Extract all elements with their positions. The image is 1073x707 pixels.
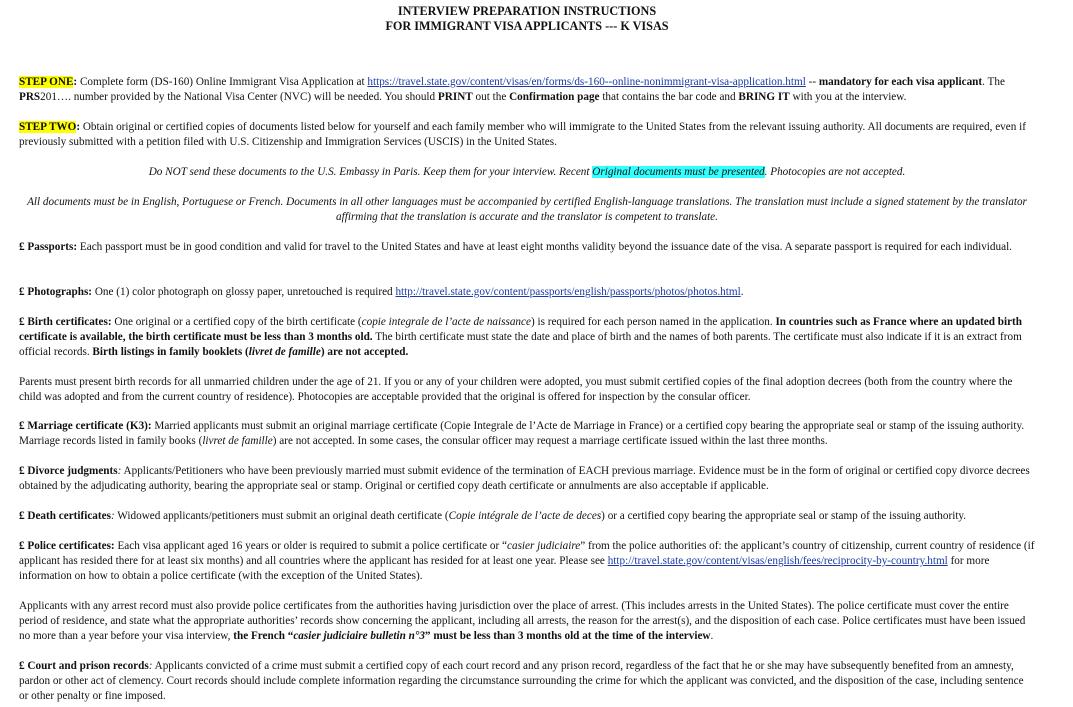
death-colon: :: [110, 510, 115, 522]
police-text-3: for more information on how to obtain a police certificate (with the exception of the United States).: [19, 555, 990, 582]
death-italic: Copie intégrale de l’acte de deces: [448, 510, 602, 522]
step-one-prs: PRS: [19, 91, 41, 103]
court-label: £ Court and prison records: [19, 660, 149, 672]
birth-text-3: The birth certificate must state the date and place of birth and the names of both parents. The certificate must also indicate if it is an extract from official records.: [19, 331, 1022, 358]
marriage-text-1: Married applicants must submit an original marriage certificate (Copie Integrale de l’Acte de Marriage in France) or a certified copy bearing the appropriate seal or stamp of the issuing authority. Marriage records listed in family books (: [19, 420, 1025, 447]
document-title: [19, 4, 1035, 34]
death-paragraph: [19, 509, 1035, 524]
divorce-label: £ Divorce judgments: [19, 465, 118, 477]
step-two-label: STEP TWO: [19, 121, 77, 133]
step-one-print: PRINT: [437, 91, 473, 103]
death-label: £ Death certificates: [19, 510, 111, 522]
step-two-paragraph: [19, 120, 1035, 150]
step-two-colon: :: [76, 121, 81, 133]
step-one-text-4: 201…. number provided by the National Visa Center (NVC) will be needed. You should: [40, 91, 438, 103]
marriage-paragraph: [19, 419, 1035, 449]
police-italic: casier judiciaire: [507, 540, 581, 552]
photographs-label: £ Photographs:: [19, 286, 93, 298]
step-one-mandatory: mandatory for each visa applicant: [818, 76, 983, 88]
marriage-italic: livret de famille: [202, 435, 273, 447]
notice-1-highlight: Original documents must be presented: [592, 166, 765, 178]
death-text-1: Widowed applicants/petitioners must submit an original death certificate (: [114, 510, 449, 522]
step-one-paragraph: [19, 75, 1035, 105]
parents-paragraph: Parents must present birth records for all unmarried children under the age of 21. If you or any of your children were adopted, you must submit certified copies of the final adoption decrees (both from the country where the child was adopted and from the current country of residence). Photocopies are acceptable provided that the original is offered for inspection by the consular officer.: [19, 376, 1013, 403]
divorce-paragraph: [19, 464, 1035, 494]
passports-label: £ Passports:: [19, 241, 78, 253]
notice-languages: All documents must be in English, Portuguese or French. Documents in all other languages must be accompanied by certified English-language translations. The translation must include a signed statement by the translator affirming that the translation is accurate and the translator is competent to translate.: [27, 196, 1027, 223]
arrest-text-2: .: [710, 630, 714, 642]
step-two-text: Obtain original or certified copies of documents listed below for yourself and each family member who will immigrate to the United States from the relevant issuing authority. All documents are required, even if previously submitted with a petition filed with U.S. Citizenship and Immigration Services (USCIS) in the United States.: [19, 121, 1026, 148]
notice-1-text-2: . Photocopies are not accepted.: [764, 166, 906, 178]
photographs-text-1: One (1) color photograph on glossy paper, unretouched is required: [92, 286, 396, 298]
step-one-text-1: Complete form (DS-160) Online Immigrant Visa Application at: [77, 76, 368, 88]
reciprocity-link[interactable]: http://travel.state.gov/content/visas/english/fees/reciprocity-by-country.html: [607, 555, 948, 567]
notice-1-text-1: Do NOT send these documents to the U.S. Embassy in Paris. Keep them for your interview. Recent: [148, 166, 593, 178]
photographs-text-2: .: [740, 286, 744, 298]
birth-italic: copie integrale de l’acte de naissance: [361, 316, 531, 328]
birth-certificates-paragraph: [19, 315, 1035, 360]
arrest-bold-1: the French “: [233, 630, 294, 642]
birth-label: £ Birth certificates:: [19, 316, 112, 328]
marriage-text-2: ) are not accepted. In some cases, the consular officer may request a marriage certificate issued within the last three months.: [272, 435, 828, 447]
step-one-text-5: out the: [472, 91, 510, 103]
ds160-link[interactable]: https://travel.state.gov/content/visas/en/forms/ds-160--online-nonimmigrant-visa-application.html: [367, 76, 806, 88]
birth-bold-2: Birth listings in family booklets (: [92, 346, 249, 358]
step-one-text-7: with you at the interview.: [789, 91, 907, 103]
arrest-bold-2: ” must be less than 3 months old at the time of the interview: [424, 630, 711, 642]
step-one-bring: BRING IT: [738, 91, 790, 103]
step-one-text-3: . The: [982, 76, 1005, 88]
police-text-2: ” from the police authorities of: the applicant’s country of citizenship, current country of residence (if applicant has resided there for at least six months) and all countries where the applicant has resided for at least one year. Please see: [19, 540, 1035, 567]
passports-paragraph: [19, 240, 1035, 255]
birth-bold-3: ) are not accepted.: [320, 346, 409, 358]
title-line-2: FOR IMMIGRANT VISA APPLICANTS --- K VISAS: [385, 19, 669, 33]
step-one-text-6: that contains the bar code and: [599, 91, 739, 103]
arrest-paragraph: [19, 599, 1035, 644]
marriage-label: £ Marriage certificate (K3):: [19, 420, 152, 432]
birth-text-2: ) is required for each person named in the application.: [530, 316, 776, 328]
death-text-2: ) or a certified copy bearing the appropriate seal or stamp of the issuing authority.: [601, 510, 967, 522]
birth-text-1: One original or a certified copy of the birth certificate (: [111, 316, 362, 328]
title-line-1: INTERVIEW PREPARATION INSTRUCTIONS: [397, 4, 657, 18]
passports-text: Each passport must be in good condition and valid for travel to the United States and have at least eight months validity beyond the issuance date of the visa. A separate passport is required for each individual.: [77, 241, 1012, 253]
arrest-text-1: Applicants with any arrest record must also provide police certificates from the authorities having jurisdiction over the place of arrest. (This includes arrests in the United States). The police certificate must cover the entire period of residence, and state what the appropriate authorities’ records show concerning the applicant, including all arrests, the reason for the arrest(s), and the disposition of each case. Police certificates must have been issued no more than a year before your visa interview,: [19, 600, 1026, 642]
court-paragraph: [19, 659, 1035, 704]
step-one-colon: :: [73, 76, 78, 88]
birth-bold-italic: livret de famille: [248, 346, 321, 358]
divorce-colon: :: [117, 465, 122, 477]
divorce-text: Applicants/Petitioners who have been previously married must submit evidence of the termination of EACH previous marriage. Evidence must be in the form of original or certified copy divorce decrees obtained by the adjudicating authority, bearing the appropriate seal or stamp. Original or certified copy death certificate or annulments are also acceptable if applicable.: [19, 465, 1030, 492]
photos-link[interactable]: http://travel.state.gov/content/passports/english/passports/photos/photos.html: [395, 286, 741, 298]
birth-bold-1: In countries such as France where an updated birth certificate is available, the birth certificate must be less than 3 months old.: [19, 316, 1022, 343]
step-one-confirmation: Confirmation page: [509, 91, 600, 103]
court-text: Applicants convicted of a crime must submit a certified copy of each court record and any prison record, regardless of the fact that he or she may have subsequently benefited from an amnesty, pardon or other act of clemency. Court records should include complete information regarding the circumstance surrounding the crime for which the applicant was convicted, and the disposition of the case, including sentence or other penalty or fine imposed.: [19, 660, 1024, 702]
police-text-1: Each visa applicant aged 16 years or older is required to submit a police certificate or “: [114, 540, 508, 552]
court-colon: :: [148, 660, 153, 672]
police-paragraph: [19, 539, 1035, 584]
arrest-bold-italic: casier judiciaire bulletin n°3: [293, 630, 425, 642]
photographs-paragraph: [19, 285, 1035, 300]
step-one-label: STEP ONE: [19, 76, 74, 88]
notice-do-not-send: [19, 165, 1035, 180]
police-label: £ Police certificates:: [19, 540, 115, 552]
step-one-text-2: --: [805, 76, 819, 88]
